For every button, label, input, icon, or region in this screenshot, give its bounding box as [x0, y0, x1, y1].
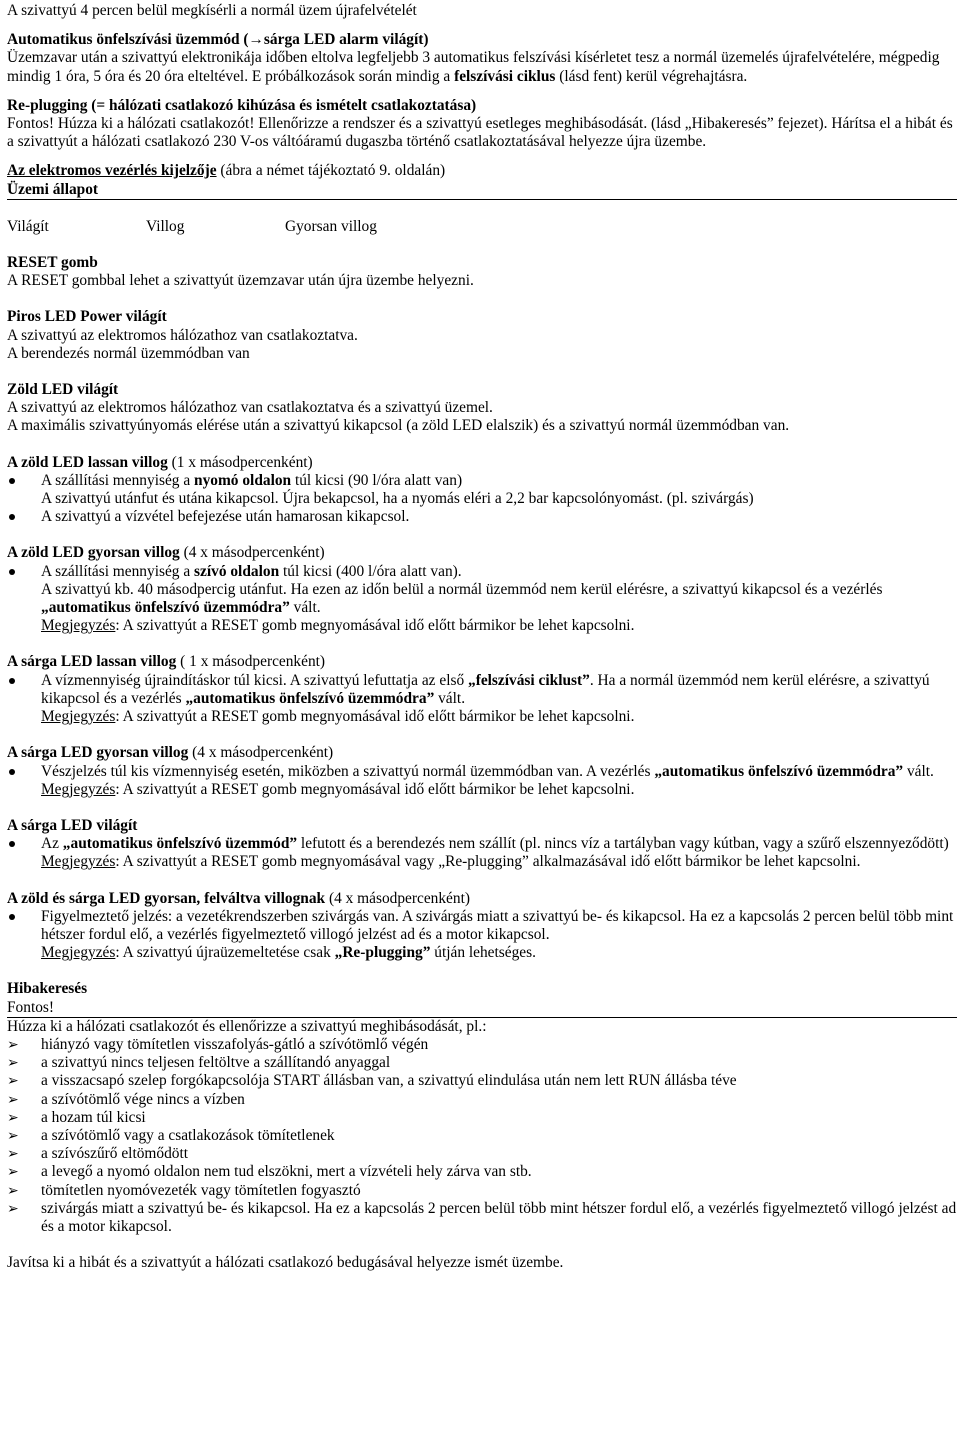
trouble-list	[7, 1036, 957, 1236]
both-list	[7, 908, 957, 963]
state-fast-blink: Gyorsan villog	[285, 217, 377, 235]
auto-mode-text-bold: felszívási ciklus	[454, 67, 556, 85]
green-fast-title: A zöld LED gyorsan villog	[7, 544, 180, 562]
green-slow-heading	[7, 454, 957, 472]
text-bold: „automatikus önfelszívó üzemmódra”	[41, 599, 290, 617]
text: vált.	[434, 689, 466, 707]
list-item: ➢ a szívószűrő eltömődött	[7, 1145, 957, 1163]
list-item	[7, 835, 957, 871]
state-row	[7, 218, 957, 236]
green-fast-rate: (4 x másodpercenként)	[179, 544, 325, 562]
intro-line: A szivattyú 4 percen belül megkísérli a normál üzem újrafelvételét	[7, 2, 417, 19]
text-bold: „automatikus önfelszívó üzemmódra”	[185, 689, 435, 707]
text-bold: nyomó oldalon	[194, 471, 292, 489]
yellow-fast-list	[7, 763, 957, 799]
note-label: Megjegyzés	[41, 944, 116, 962]
state-on: Világít	[7, 217, 49, 235]
text: Vészjelzés túl kis vízmennyiség esetén, miközben a szivattyú normál üzemmódban van. A vezérlés	[41, 762, 655, 780]
list-item: ➢ hiányzó vagy tömítetlen visszafolyás-gátló a szívótömlő végén	[7, 1036, 957, 1054]
red-led-title: Piros LED Power világít	[7, 308, 167, 326]
note-label: Megjegyzés	[41, 708, 116, 726]
list-item	[7, 472, 957, 508]
auto-mode-text-1: Üzemzavar után a szivattyú elektronikája időben eltolva legfeljebb 3 automatikus felszívási kísérletet tesz a normál üzemelés újrafelvételére, mégpedig mindig 1 óra, 5 óra és 20 óra elteltével. E próbálkozások során mindig a	[7, 49, 940, 85]
note-label: Megjegyzés	[41, 617, 116, 635]
yellow-fast-title: A sárga LED gyorsan villog	[7, 744, 189, 762]
text: lefutott és a berendezés nem szállít (pl. nincs víz a tartályban vagy kútban, vagy a szűrő elszennyeződött)	[297, 835, 949, 853]
text: A vízmennyiség újraindításkor túl kicsi. A szivattyú lefuttatja az első	[41, 671, 468, 689]
list-item	[7, 908, 957, 963]
closing-text: Javítsa ki a hibát és a szivattyút a hálózati csatlakozó bedugásával helyezze ismét üzembe.	[7, 1254, 564, 1272]
note-label: Megjegyzés	[41, 780, 116, 798]
green-slow-list	[7, 472, 957, 527]
list-item	[7, 563, 957, 636]
replug-title: Re-plugging (= hálózati csatlakozó kihúzása és ismételt csatlakoztatása)	[7, 96, 477, 114]
list-item: A szivattyú a vízvétel befejezése után hamarosan kikapcsol.	[7, 508, 957, 526]
display-title-rest: (ábra a német tájékoztató 9. oldalán)	[216, 162, 446, 180]
text: A szállítási mennyiség a	[41, 471, 195, 489]
state-blink: Villog	[146, 217, 185, 235]
note-text: útján lehetséges.	[430, 944, 536, 962]
replug-text: Fontos! Húzza ki a hálózati csatlakozót! Ellenőrizze a rendszer és a szivattyú esetleges meghibásodását. (lásd „Hibakeresés” fejezet). Hárítsa el a hibát és a szivattyút a hálózati csatlakozó 230 V-os váltóáramú dugaszba történő csatlakoztatásával helyezze újra üzembe.	[7, 115, 953, 151]
state-title: Üzemi állapot	[7, 181, 957, 200]
yellow-on-title: A sárga LED világít	[7, 816, 138, 834]
text: Az	[41, 835, 63, 853]
reset-title: RESET gomb	[7, 254, 98, 272]
text: . Ha a normál üzemmód nem kerül elérésre, a szivattyú kikapcsol és a vezérlés	[41, 671, 930, 707]
green-slow-rate: (1 x másodpercenként)	[167, 453, 313, 471]
green-fast-list	[7, 563, 957, 636]
list-item: ➢ a hozam túl kicsi	[7, 1109, 957, 1127]
auto-mode-text	[7, 49, 957, 85]
display-title-bold: Az elektromos vezérlés kijelzője	[7, 162, 217, 180]
list-item: ➢ a szívótömlő vége nincs a vízben	[7, 1091, 957, 1109]
trouble-intro: Húzza ki a hálózati csatlakozót és ellenőrizze a szivattyú meghibásodását, pl.:	[7, 1017, 487, 1035]
both-title: A zöld és sárga LED gyorsan, felváltva villognak	[7, 889, 326, 907]
list-item	[7, 763, 957, 799]
text: A szivattyú utánfut és utána kikapcsol. Újra bekapcsol, ha a nyomás eléri a 2,2 bar kapcsolónyomást. (pl. szivárgás)	[41, 490, 754, 508]
document-page	[7, 2, 957, 1272]
text-bold: szívó oldalon	[194, 562, 280, 580]
list-item: ➢ a levegő a nyomó oldalon nem tud elszökni, mert a vízvételi hely zárva van stb.	[7, 1163, 957, 1181]
green-led-line1: A szivattyú az elektromos hálózathoz van csatlakoztatva és a szivattyú üzemel.	[7, 399, 493, 417]
text: A szállítási mennyiség a	[41, 562, 195, 580]
list-item: ➢ a szívótömlő vagy a csatlakozások tömítetlenek	[7, 1127, 957, 1145]
note-text: : A szivattyút a RESET gomb megnyomásával vagy „Re-plugging” alkalmazásával idő előtt bármikor be lehet kapcsolni.	[115, 853, 861, 871]
auto-mode-title: Automatikus önfelszívási üzemmód (→sárga LED alarm világít)	[7, 31, 429, 49]
note-text: : A szivattyút a RESET gomb megnyomásával idő előtt bármikor be lehet kapcsolni.	[115, 617, 635, 635]
list-item: ➢ tömítetlen nyomóvezeték vagy tömítetlen fogyasztó	[7, 1182, 957, 1200]
list-item: ➢ szivárgás miatt a szivattyú be- és kikapcsol. Ha ez a kapcsolás 2 percen belül több mint hétszer fordul elő, a vezérlés figyelmeztető villogó jelzést ad és a motor kikapcsol.	[7, 1200, 957, 1236]
yellow-slow-title: A sárga LED lassan villog	[7, 653, 177, 671]
text: túl kicsi (400 l/óra alatt van).	[279, 562, 462, 580]
text: túl kicsi (90 l/óra alatt van)	[291, 471, 463, 489]
yellow-slow-rate: ( 1 x másodpercenként)	[176, 653, 326, 671]
green-led-line2: A maximális szivattyúnyomás elérése után a szivattyú kikapcsol (a zöld LED elalszik) és a szivattyú normál üzemmódban van.	[7, 417, 790, 435]
trouble-title: Hibakeresés	[7, 980, 88, 998]
note-text: : A szivattyút a RESET gomb megnyomásával idő előtt bármikor be lehet kapcsolni.	[115, 708, 635, 726]
text-bold: „felszívási ciklust”	[468, 671, 590, 689]
note-label: Megjegyzés	[41, 853, 116, 871]
auto-mode-text-2: (lásd fent) kerül végrehajtásra.	[555, 67, 748, 85]
yellow-slow-heading	[7, 653, 957, 671]
yellow-fast-rate: (4 x másodpercenként)	[188, 744, 334, 762]
note-text: : A szivattyút a RESET gomb megnyomásával idő előtt bármikor be lehet kapcsolni.	[115, 780, 635, 798]
text: vált.	[289, 599, 321, 617]
yellow-slow-list	[7, 672, 957, 727]
display-title	[7, 162, 957, 180]
green-slow-title: A zöld LED lassan villog	[7, 453, 168, 471]
text-bold: „Re-plugging”	[334, 944, 431, 962]
text: Figyelmeztető jelzés: a vezetékrendszerben szivárgás van. A szivárgás miatt a szivattyú be- és kikapcsol. Ha ez a kapcsolás 2 percen belül több mint hétszer fordul elő, a vezérlés figyelmeztető villogó jelzést ad és a motor kikapcsol.	[41, 907, 954, 943]
list-item: ➢ a visszacsapó szelep forgókapcsolója START állásban van, a szivattyú elindulása után nem lett RUN állásba téve	[7, 1072, 957, 1090]
list-item	[7, 672, 957, 727]
red-led-line1: A szivattyú az elektromos hálózathoz van csatlakoztatva.	[7, 326, 358, 344]
text: vált.	[903, 762, 934, 780]
text: A szivattyú kb. 40 másodpercig utánfut. Ha ezen az időn belül a normál üzemmód nem kerül elérésre, a szivattyú kikapcsol és a vezérlés	[41, 580, 883, 598]
yellow-on-list	[7, 835, 957, 871]
yellow-fast-heading	[7, 744, 957, 762]
reset-text: A RESET gombbal lehet a szivattyút üzemzavar után újra üzembe helyezni.	[7, 272, 474, 290]
both-heading	[7, 890, 957, 908]
green-fast-heading	[7, 544, 957, 562]
trouble-fontos: Fontos!	[7, 999, 957, 1018]
text-bold: „automatikus önfelszívó üzemmód”	[62, 835, 298, 853]
list-item: ➢ a szivattyú nincs teljesen feltöltve a szállítandó anyaggal	[7, 1054, 957, 1072]
both-rate: (4 x másodpercenként)	[325, 889, 470, 907]
text-bold: „automatikus önfelszívó üzemmódra”	[654, 762, 904, 780]
green-led-title: Zöld LED világít	[7, 381, 119, 399]
note-text: : A szivattyú újraüzemeltetése csak	[115, 944, 335, 962]
red-led-line2: A berendezés normál üzemmódban van	[7, 344, 250, 362]
